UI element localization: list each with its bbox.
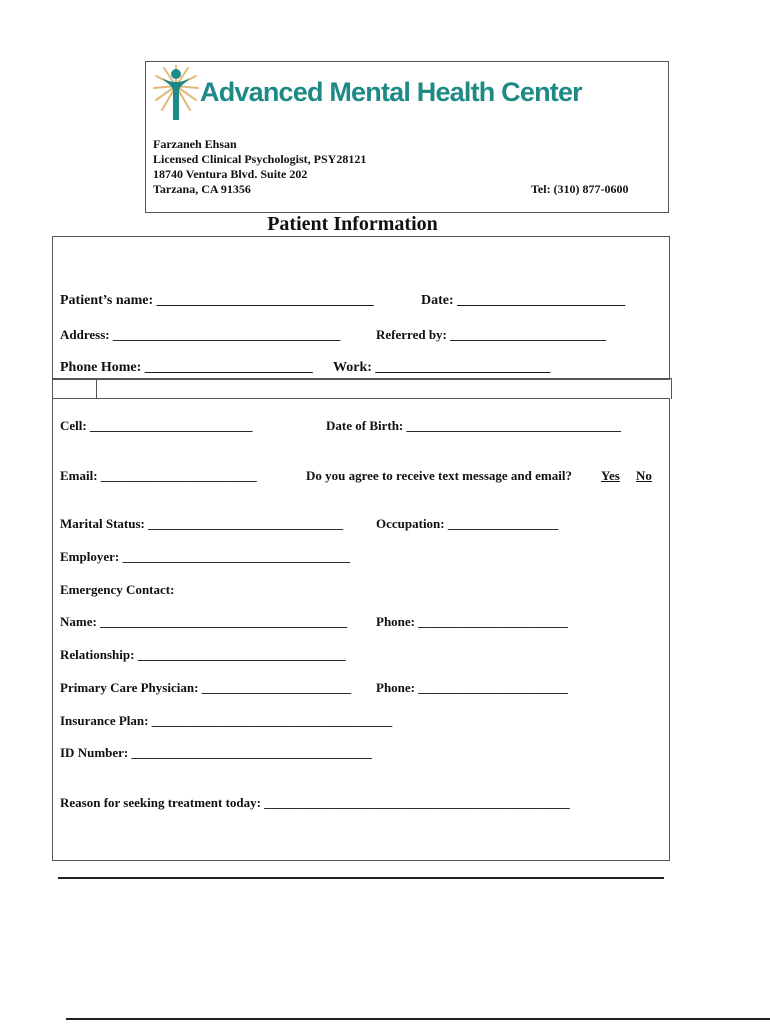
address-field[interactable]: Address: ___________________________________: [60, 327, 341, 342]
emergency-name-field[interactable]: Name: ______________________________________: [60, 614, 348, 629]
emergency-contact-heading: Emergency Contact:: [60, 582, 175, 597]
form-tab-strip: [52, 378, 672, 399]
bottom-divider-line: [66, 1018, 770, 1020]
cell-field[interactable]: Cell: _________________________: [60, 418, 253, 433]
insurance-plan-field[interactable]: Insurance Plan: _____________________________________: [60, 713, 393, 728]
phone-home-field[interactable]: Phone Home: ________________________: [60, 360, 313, 375]
emergency-phone-field[interactable]: Phone: _______________________: [376, 614, 568, 629]
occupation-field[interactable]: Occupation: _________________: [376, 516, 559, 531]
address-city: Tarzana, CA 91356: [153, 182, 251, 196]
clinic-phone: Tel: (310) 877-0600: [531, 182, 629, 196]
reason-for-treatment-field[interactable]: Reason for seeking treatment today: _______________________________________________: [60, 795, 570, 810]
email-field[interactable]: Email: ________________________: [60, 468, 257, 483]
marital-status-field[interactable]: Marital Status: ______________________________: [60, 516, 344, 531]
work-phone-field[interactable]: Work: _________________________: [333, 360, 551, 375]
employer-field[interactable]: Employer: ___________________________________: [60, 549, 350, 564]
date-of-birth-field[interactable]: Date of Birth: _________________________________: [326, 418, 622, 433]
form-tab-divider: [96, 378, 97, 398]
divider-line: [58, 877, 664, 879]
address-street: 18740 Ventura Blvd. Suite 202: [153, 167, 308, 181]
relationship-field[interactable]: Relationship: ________________________________: [60, 647, 346, 662]
date-field[interactable]: Date: ________________________: [421, 293, 626, 308]
text-consent-question: Do you agree to receive text message and email?: [306, 468, 572, 483]
referred-by-field[interactable]: Referred by: ________________________: [376, 327, 607, 342]
consent-no-option[interactable]: No: [636, 468, 652, 483]
clinician-name: Farzaneh Ehsan: [153, 137, 237, 151]
primary-care-physician-field[interactable]: Primary Care Physician: _______________________: [60, 680, 352, 695]
page-title: Patient Information: [267, 213, 438, 235]
physician-phone-field[interactable]: Phone: _______________________: [376, 680, 568, 695]
logo-text: Advanced Mental Health Center: [200, 77, 582, 107]
patient-name-field[interactable]: Patient’s name: _______________________________: [60, 293, 374, 308]
clinician-credentials: Licensed Clinical Psychologist, PSY28121: [153, 152, 367, 166]
logo-figure-icon: [152, 64, 200, 124]
id-number-field[interactable]: ID Number: _____________________________________: [60, 745, 372, 760]
consent-yes-option[interactable]: Yes: [601, 468, 620, 483]
